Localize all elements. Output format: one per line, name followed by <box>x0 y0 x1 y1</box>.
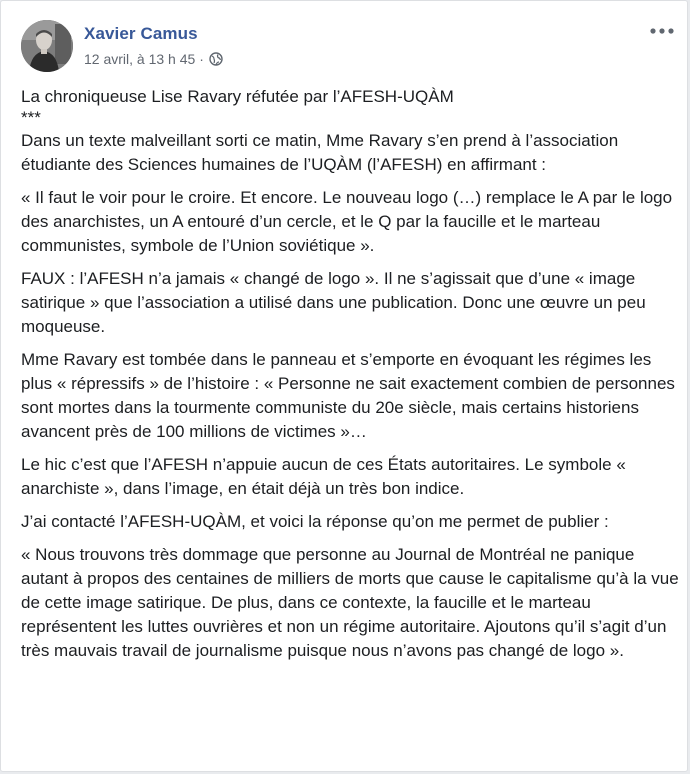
post-body <box>21 85 681 672</box>
avatar[interactable] <box>21 20 73 72</box>
post-paragraph: La chroniqueuse Lise Ravary réfutée par l’AFESH-UQÀM <box>21 87 454 106</box>
post-paragraph: Mme Ravary est tombée dans le panneau et s’emporte en évoquant les régimes les plus « répressifs » de l’histoire : « Personne ne sait exactement combien de personnes sont mortes dans la tourmente communiste du 20e siècle, mais certains historiens avancent près de 100 millions de victimes »… <box>21 350 675 441</box>
post-paragraph: Dans un texte malveillant sorti ce matin, Mme Ravary s’en prend à l’association étudiante des Sciences humaines de l’UQÀM (l’AFESH) en affirmant : <box>21 131 619 174</box>
meta-separator: · <box>199 51 204 67</box>
post-paragraph: J’ai contacté l’AFESH-UQÀM, et voici la réponse qu’on me permet de publier : <box>21 512 609 531</box>
author-name-link[interactable]: Xavier Camus <box>84 24 198 43</box>
post-meta <box>84 51 223 67</box>
post-paragraph: « Nous trouvons très dommage que personne au Journal de Montréal ne panique autant à propos des centaines de milliers de morts que cause le capitalisme qu’à la vue de cette image satirique. De plus, dans ce contexte, la faucille et le marteau représentent les luttes ouvrières et non un régime autoritaire. Ajoutons qu’il s’agit d’un très mauvais travail de journalisme puisque nous n’avons pas changé de logo ». <box>21 545 679 660</box>
timestamp-link[interactable]: 12 avril, à 13 h 45 <box>84 51 196 67</box>
globe-icon[interactable] <box>209 52 223 66</box>
more-options-icon[interactable] <box>649 22 675 40</box>
post-paragraph: *** <box>21 108 41 127</box>
post-paragraph: FAUX : l’AFESH n’a jamais « changé de logo ». Il ne s’agissait que d’une « image satirique » que l’association a utilisé dans une publication. Donc une œuvre un peu moqueuse. <box>21 269 646 336</box>
post-header <box>21 18 677 78</box>
post-paragraph: Le hic c’est que l’AFESH n’appuie aucun de ces États autoritaires. Le symbole « anarchiste », dans l’image, en était déjà un très bon indice. <box>21 455 626 498</box>
post-paragraph: « Il faut le voir pour le croire. Et encore. Le nouveau logo (…) remplace le A par le logo des anarchistes, un A entouré d’un cercle, et le Q par la faucille et le marteau communistes, symbole de l’Union soviétique ». <box>21 188 673 255</box>
